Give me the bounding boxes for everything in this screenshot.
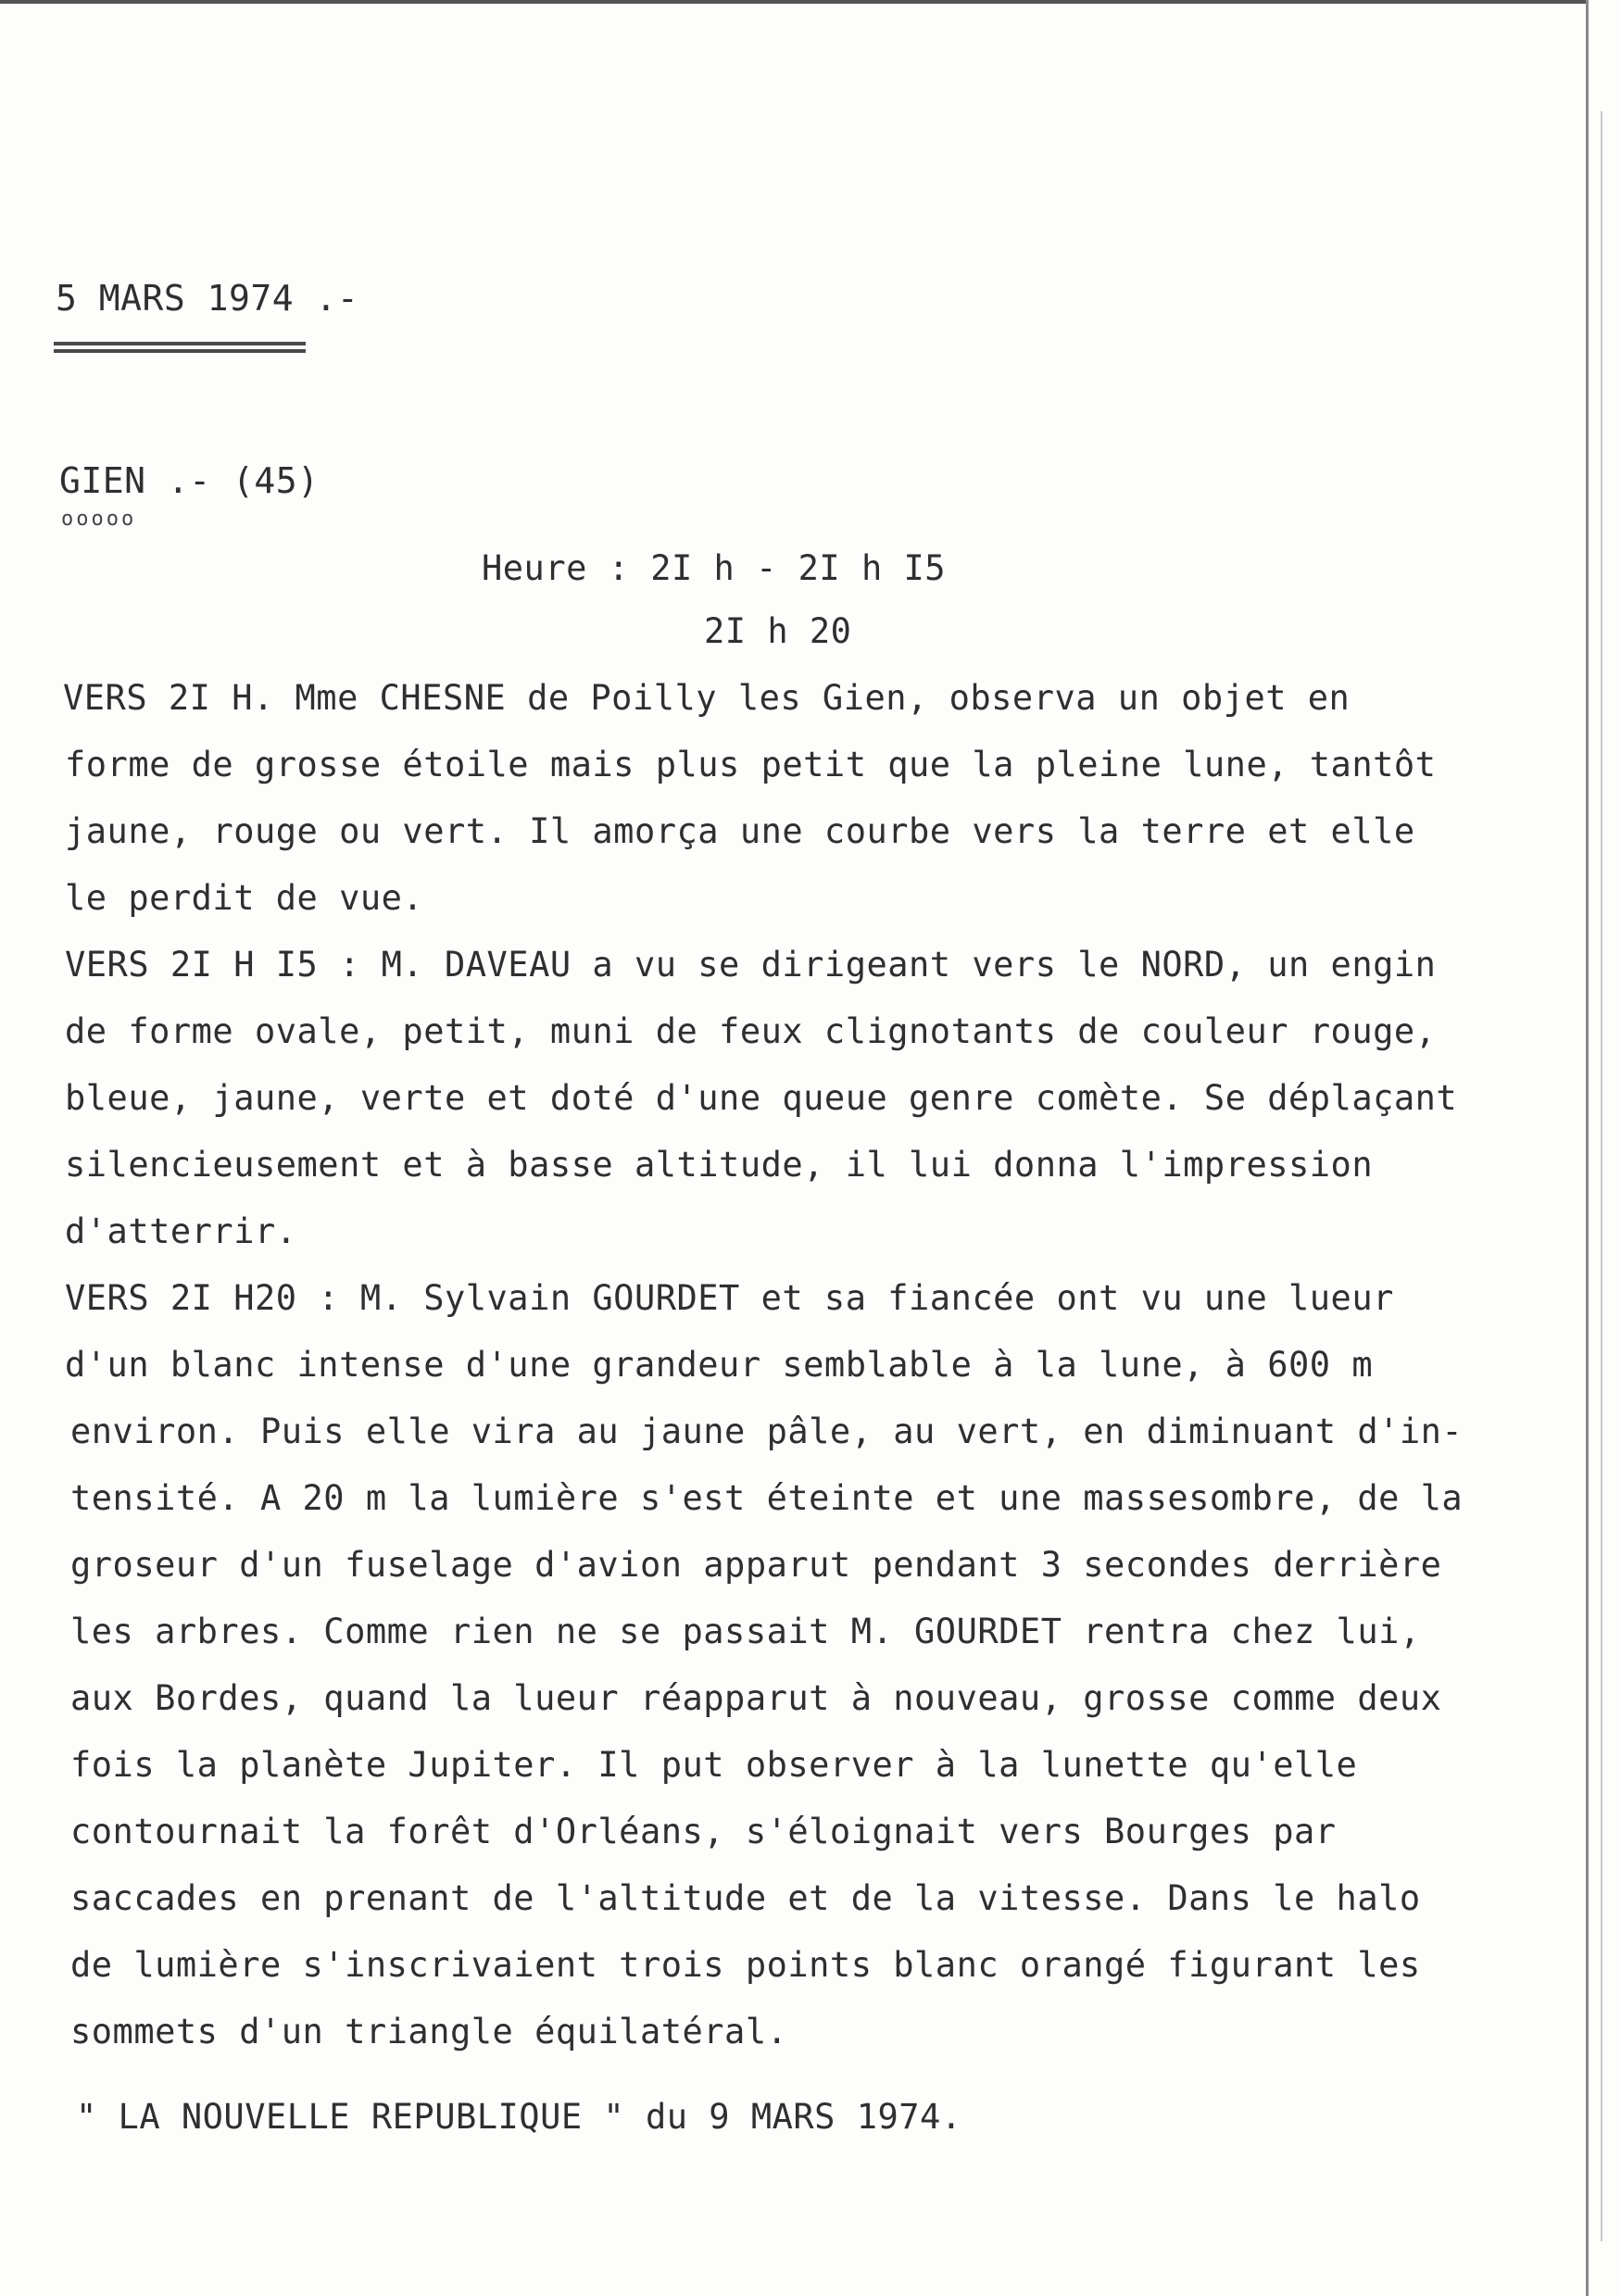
text-line: contournait la forêt d'Orléans, s'éloignait vers Bourges par xyxy=(70,1812,1337,1851)
text-line: VERS 2I H I5 : M. DAVEAU a vu se dirigeant vers le NORD, un engin xyxy=(65,945,1437,985)
place-underline: ooooo xyxy=(61,508,137,531)
text-line: jaune, rouge ou vert. Il amorça une courbe vers la terre et elle xyxy=(65,811,1415,851)
text-line: environ. Puis elle vira au jaune pâle, au vert, en diminuant d'in- xyxy=(70,1411,1464,1451)
text-line: VERS 2I H20 : M. Sylvain GOURDET et sa fiancée ont vu une lueur xyxy=(65,1278,1394,1318)
text-line: forme de grosse étoile mais plus petit que la pleine lune, tantôt xyxy=(65,745,1437,784)
time-secondary: 2I h 20 xyxy=(704,611,852,651)
time-range: Heure : 2I h - 2I h I5 xyxy=(482,548,947,588)
date-underline-2 xyxy=(54,349,306,353)
date-underline xyxy=(54,342,306,345)
place-heading: GIEN .- (45) xyxy=(59,460,320,501)
text-line: de lumière s'inscrivaient trois points blanc orangé figurant les xyxy=(70,1945,1421,1985)
text-line: fois la planète Jupiter. Il put observer à la lunette qu'elle xyxy=(70,1745,1358,1785)
text-line: VERS 2I H. Mme CHESNE de Poilly les Gien, observa un objet en xyxy=(63,678,1351,718)
document-date: 5 MARS 1974 .- xyxy=(56,278,359,319)
text-line: d'un blanc intense d'une grandeur semblable à la lune, à 600 m xyxy=(65,1345,1374,1385)
text-line: groseur d'un fuselage d'avion apparut pendant 3 secondes derrière xyxy=(70,1545,1442,1585)
page-right-edge-shadow xyxy=(1601,111,1602,2241)
text-line: les arbres. Comme rien ne se passait M. GOURDET rentra chez lui, xyxy=(70,1612,1421,1651)
page-top-edge xyxy=(0,0,1586,4)
text-line: tensité. A 20 m la lumière s'est éteinte et une massesombre, de la xyxy=(70,1478,1464,1518)
source-citation: " LA NOUVELLE REPUBLIQUE " du 9 MARS 1974. xyxy=(76,2097,962,2137)
text-line: de forme ovale, petit, muni de feux clignotants de couleur rouge, xyxy=(65,1011,1437,1051)
text-line: silencieusement et à basse altitude, il lui donna l'impression xyxy=(65,1145,1374,1185)
text-line: bleue, jaune, verte et doté d'une queue genre comète. Se déplaçant xyxy=(65,1078,1458,1118)
text-line: saccades en prenant de l'altitude et de la vitesse. Dans le halo xyxy=(70,1878,1421,1918)
text-line: sommets d'un triangle équilatéral. xyxy=(70,2012,788,2051)
text-line: le perdit de vue. xyxy=(65,878,424,918)
text-line: d'atterrir. xyxy=(65,1211,297,1251)
page-right-edge xyxy=(1586,0,1589,2296)
text-line: aux Bordes, quand la lueur réapparut à nouveau, grosse comme deux xyxy=(70,1678,1442,1718)
